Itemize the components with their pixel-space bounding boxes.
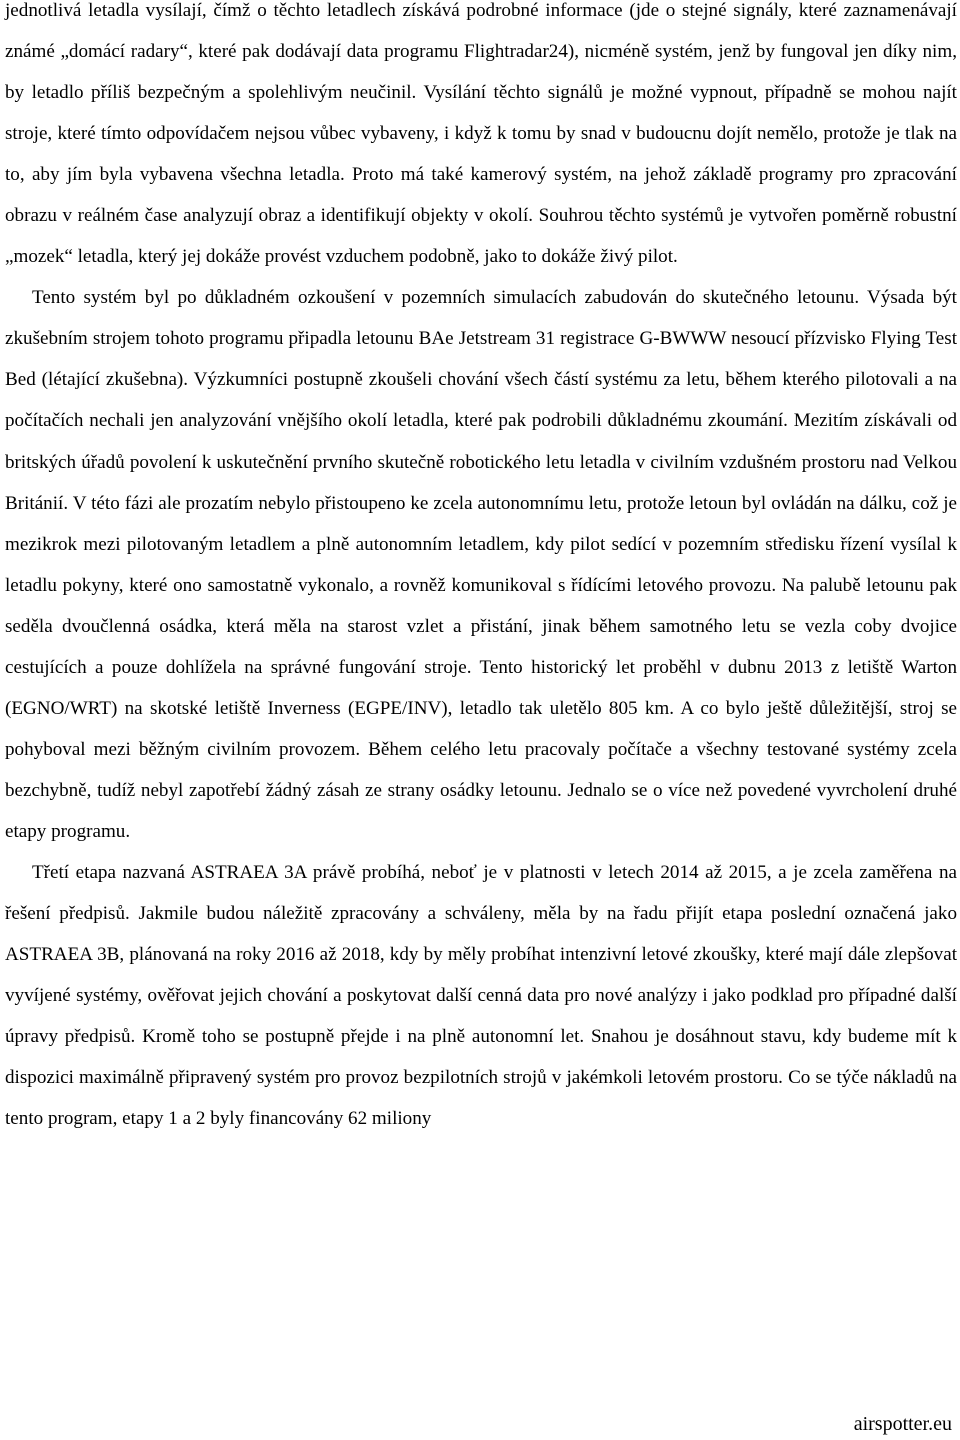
footer-site-name: airspotter.eu [853,1413,952,1435]
document-page [5,0,957,1139]
paragraph-body-2: Tento systém byl po důkladném ozkoušení v pozemních simulacích zabudován do skutečného letounu. Výsada být zkušebním strojem tohoto programu připadla letounu BAe Jetstream 31 registrace G-BWWW nesoucí přízvisko Flying Test Bed (létající zkušebna). Výzkumníci postupně zkoušeli chování všech částí systému za letu, během kterého pilotovali a na počítačích nechali jen analyzování vnějšího okolí letadla, které pak podrobili důkladnému zkoumání. Mezitím získávali od britských úřadů povolení k uskutečnění prvního skutečně robotického letu letadla v civilním vzdušném prostoru nad Velkou Británií. V této fázi ale prozatím nebylo přistoupeno ke zcela autonomnímu letu, protože letoun byl ovládán na dálku, což je mezikrok mezi pilotovaným letadlem a plně autonomním letadlem, kdy pilot sedící v pozemním středisku řízení vysílal k letadlu pokyny, které ono samostatně vykonalo, a rovněž komunikoval s řídícími letového provozu. Na palubě letounu pak seděla dvoučlenná osádka, která měla na starost vzlet a přistání, jinak během samotného letu se vezla coby dvojice cestujících a pouze dohlížela na správné fungování stroje. Tento historický let proběhl v dubnu 2013 z letiště Warton (EGNO/WRT) na skotské letiště Inverness (EGPE/INV), letadlo tak uletělo 805 km. A co bylo ještě důležitější, stroj se pohyboval mezi běžným civilním provozem. Během celého letu pracovaly počítače a všechny testované systémy zcela bezchybně, tudíž nebyl zapotřebí žádný zásah ze strany osádky letounu. Jednalo se o více než povedené vyvrcholení druhé etapy programu. [5,287,957,842]
paragraph-body-1: jednotlivá letadla vysílají, čímž o těchto letadlech získává podrobné informace (jde o stejné signály, které zaznamenávají známé „domácí radary“, které pak dodávají data programu Flightradar24), nicméně systém, jenž by fungoval jen díky nim, by letadlo příliš bezpečným a spolehlivým neučinil. Vysílání těchto signálů je možné vypnout, případně se mohou najít stroje, které tímto odpovídačem nejsou vůbec vybaveny, i když k tomu by snad v budoucnu dojít nemělo, protože je tlak na to, aby jím byla vybavena všechna letadla. Proto má také kamerový systém, na jehož základě programy pro zpracování obrazu v reálném čase analyzují obraz a identifikují objekty v okolí. Souhrou těchto systémů je vytvořen poměrně robustní „mozek“ letadla, který jej dokáže provést vzduchem podobně, jako to dokáže živý pilot. [5,0,957,268]
paragraph-body-3: Třetí etapa nazvaná ASTRAEA 3A právě probíhá, neboť je v platnosti v letech 2014 až 2015, a je zcela zaměřena na řešení předpisů. Jakmile budou náležitě zpracovány a schváleny, měla by na řadu přijít etapa poslední označená jako ASTRAEA 3B, plánovaná na roky 2016 až 2018, kdy by měly probíhat intenzivní letové zkoušky, které mají dále zlepšovat vyvíjené systémy, ověřovat jejich chování a poskytovat další cenná data pro nové analýzy i jako podklad pro případné další úpravy předpisů. Kromě toho se postupně přejde i na plně autonomní let. Snahou je dosáhnout stavu, kdy budeme mít k dispozici maximálně připravený systém pro provoz bezpilotních strojů v jakémkoli letovém prostoru. Co se týče nákladů na tento program, etapy 1 a 2 byly financovány 62 miliony [5,861,957,1130]
